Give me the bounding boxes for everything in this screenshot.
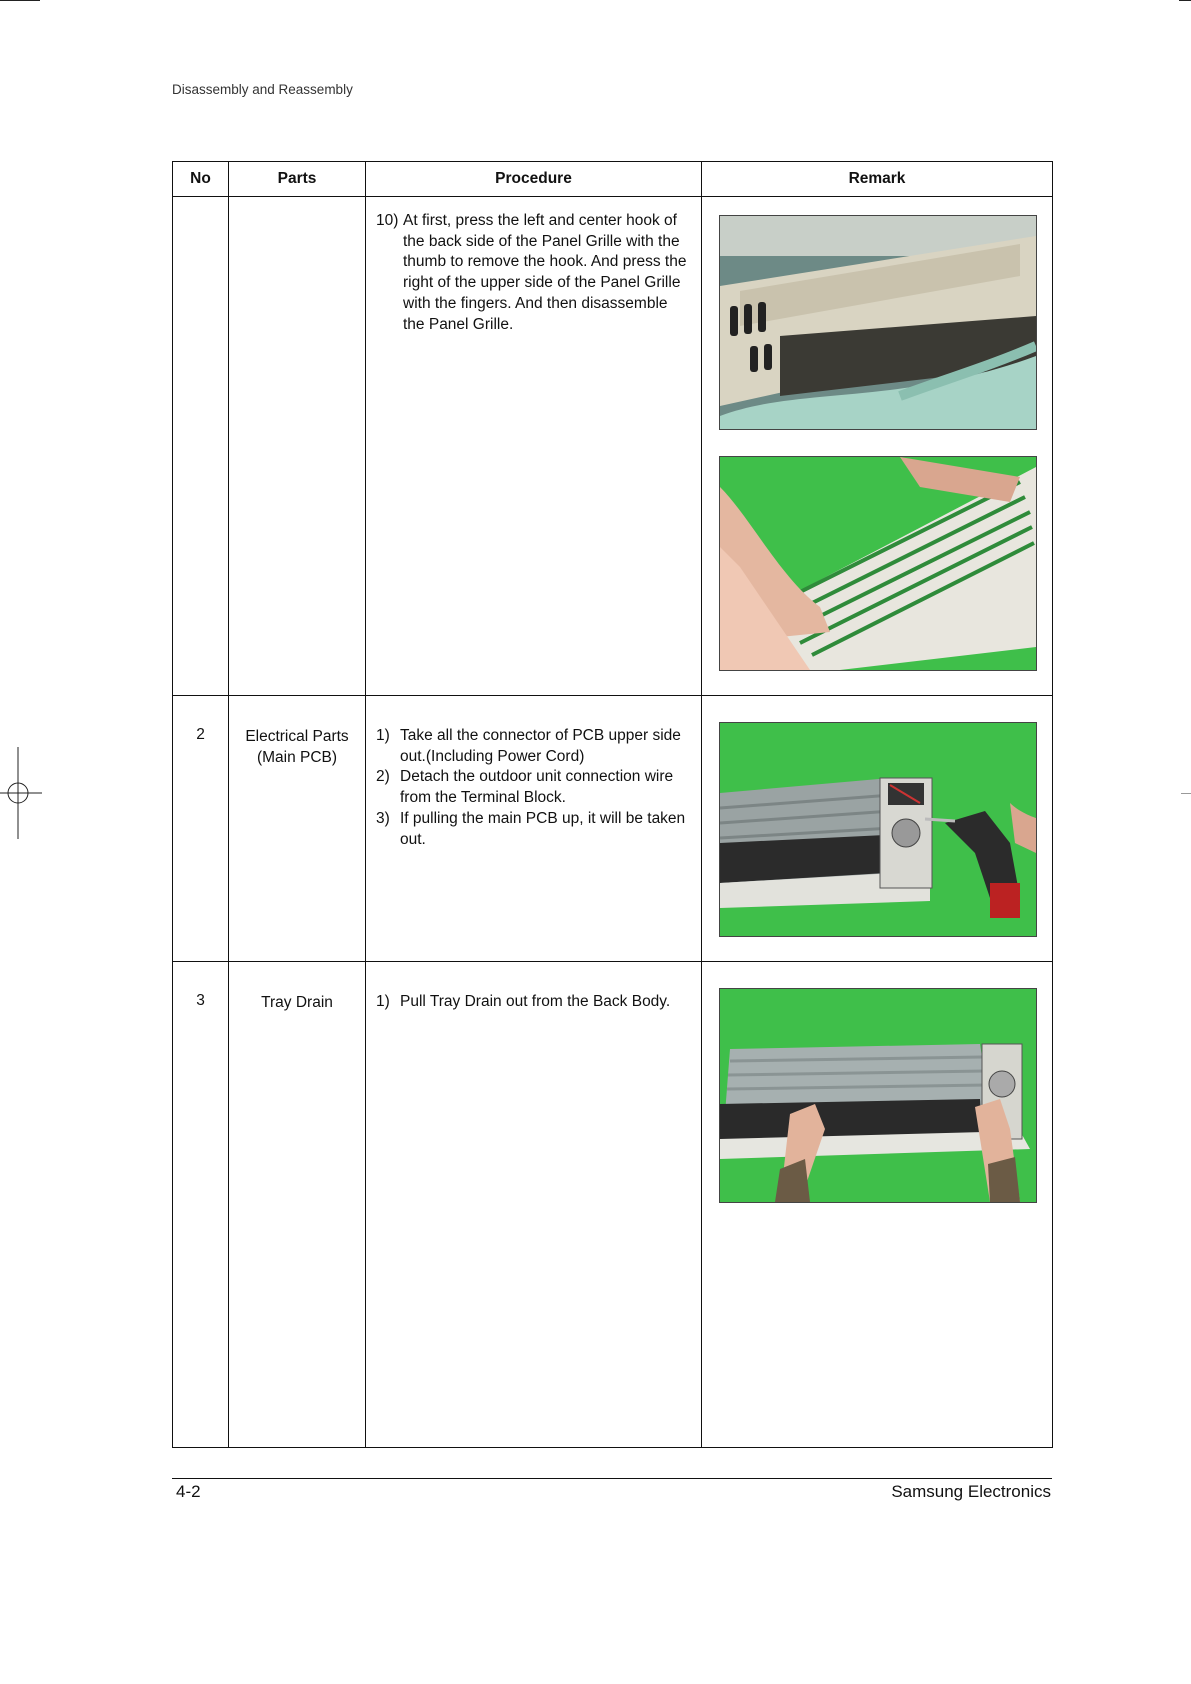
crop-mark-top-left [0, 0, 40, 1]
step-number: 10) [376, 212, 399, 229]
row-no-cell [173, 197, 229, 696]
table-header-row [173, 162, 1053, 197]
disassembly-table [172, 161, 1053, 1448]
parts-name: Electrical Parts [245, 728, 349, 745]
registration-mark-left [0, 747, 44, 839]
row-parts-cell: Tray Drain [229, 962, 366, 1448]
step-number: 3) [376, 809, 390, 827]
col-header-remark: Remark [702, 162, 1053, 197]
row-no-cell: 3 [173, 962, 229, 1448]
step-number: 2) [376, 768, 390, 786]
row-parts-cell [229, 696, 366, 962]
procedure-cell [366, 962, 702, 1448]
running-head: Disassembly and Reassembly [172, 82, 353, 97]
row-parts-cell [229, 197, 366, 696]
step-text: If pulling the main PCB up, it will be taken out. [400, 809, 686, 848]
company-name: Samsung Electronics [891, 1482, 1051, 1501]
table-row [173, 962, 1053, 1448]
table-row [173, 696, 1053, 962]
col-header-parts: Parts [229, 162, 366, 197]
remark-cell [702, 962, 1053, 1448]
procedure-cell [366, 696, 702, 962]
step-text: At first, press the left and center hook of the back side of the Panel Grille with the thumb to remove the hook. And press the right of the upper side of the Panel Grille with the fingers. And then disassemble the Panel Grille. [403, 212, 687, 333]
table-row [173, 197, 1053, 696]
parts-subname: (Main PCB) [256, 749, 338, 766]
page-number: 4-2 [176, 1482, 201, 1501]
row-no-cell: 2 [173, 696, 229, 962]
col-header-procedure: Procedure [366, 162, 702, 197]
remark-cell [702, 696, 1053, 962]
hands-pressing-panel-grille-photo [719, 456, 1037, 671]
procedure-step [376, 726, 693, 767]
footer-rule [172, 1478, 1052, 1479]
crop-mark-right [1181, 793, 1191, 794]
col-header-no: No [173, 162, 229, 197]
step-text: Pull Tray Drain out from the Back Body. [400, 993, 671, 1010]
step-text: Detach the outdoor unit connection wire from the Terminal Block. [400, 768, 674, 807]
step-text: Take all the connector of PCB upper side out.(Including Power Cord) [400, 727, 681, 765]
procedure-step [376, 767, 693, 808]
procedure-cell [366, 197, 702, 696]
pulling-tray-drain-photo [719, 988, 1037, 1203]
step-number: 1) [376, 993, 390, 1010]
procedure-step [376, 992, 693, 1013]
back-side-panel-grille-photo [719, 215, 1037, 430]
procedure-step [376, 211, 693, 335]
remark-cell [702, 197, 1053, 696]
crop-mark-top-right [1179, 0, 1191, 1]
step-number: 1) [376, 727, 390, 744]
main-pcb-screwdriver-photo [719, 722, 1037, 937]
procedure-step [376, 809, 693, 850]
